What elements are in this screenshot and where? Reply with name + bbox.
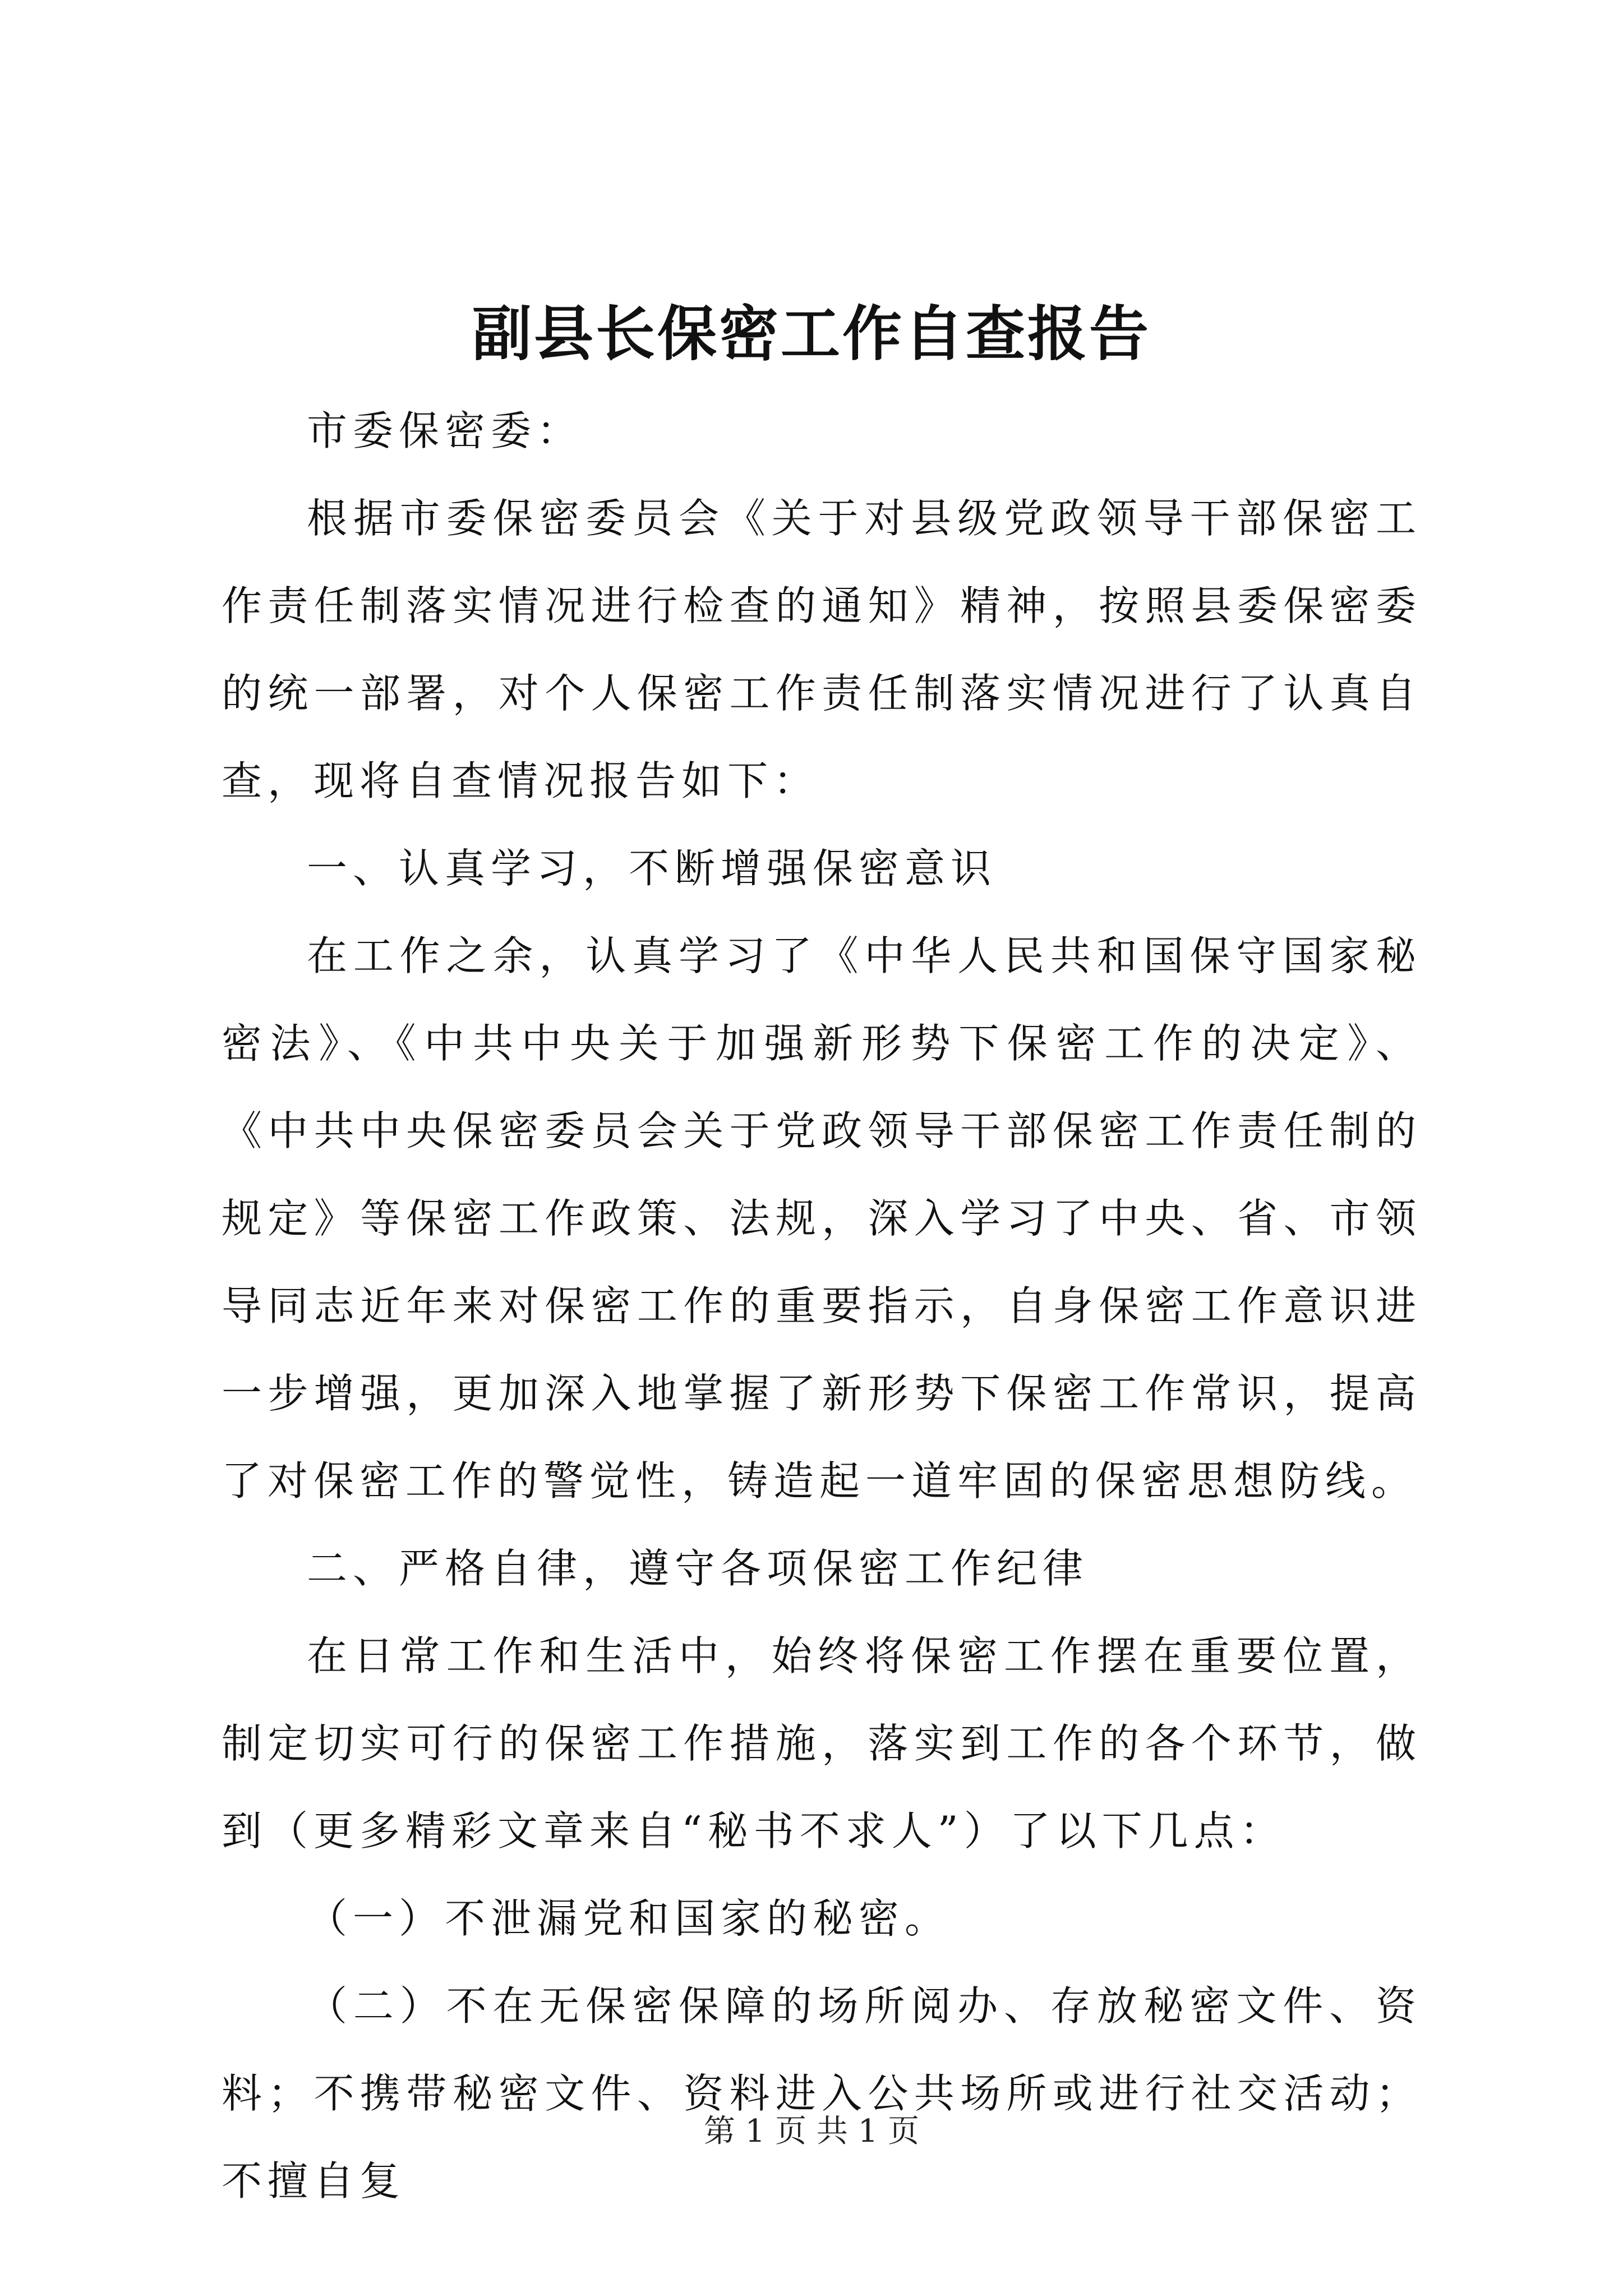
section-heading-1: 一、认真学习，不断增强保密意识 — [307, 845, 997, 892]
salutation: 市委保密委： — [307, 407, 583, 454]
section-heading-2: 二、严格自律，遵守各项保密工作纪律 — [307, 1545, 1089, 1592]
intro-paragraph: 根据市委保密委员会《关于对县级党政领导干部保密工作责任制落实情况进行检查的通知》精神，按照县委保密委的统一部署，对个人保密工作责任制落实情况进行了认真自查，现将自查情况报告如下： — [222, 495, 1422, 804]
document-body — [222, 387, 1422, 2225]
list-item-1: （一）不泄漏党和国家的秘密。 — [307, 1895, 951, 1942]
list-item-2: （二）不在无保密保障的场所阅办、存放秘密文件、资料；不携带秘密文件、资料进入公共场所或进行社交活动；不擅自复 — [222, 1982, 1422, 2205]
section-paragraph-1: 在工作之余，认真学习了《中华人民共和国保守国家秘密法》、《中共中央关于加强新形势下保密工作的决定》、《中共中央保密委员会关于党政领导干部保密工作责任制的规定》等保密工作政策、法规，深入学习了中央、省、市领导同志近年来对保密工作的重要指示，自身保密工作意识进一步增强，更加深入地掌握了新形势下保密工作常识，提高了对保密工作的警觉性，铸造起一道牢固的保密思想防线。 — [222, 932, 1422, 1504]
page-footer: 第 1 页 共 1 页 — [703, 2113, 920, 2150]
document-title: 副县长保密工作自查报告 — [472, 298, 1151, 369]
section-paragraph-2: 在日常工作和生活中，始终将保密工作摆在重要位置，制定切实可行的保密工作措施，落实到工作的各个环节，做到（更多精彩文章来自“秘书不求人”）了以下几点： — [222, 1632, 1422, 1855]
